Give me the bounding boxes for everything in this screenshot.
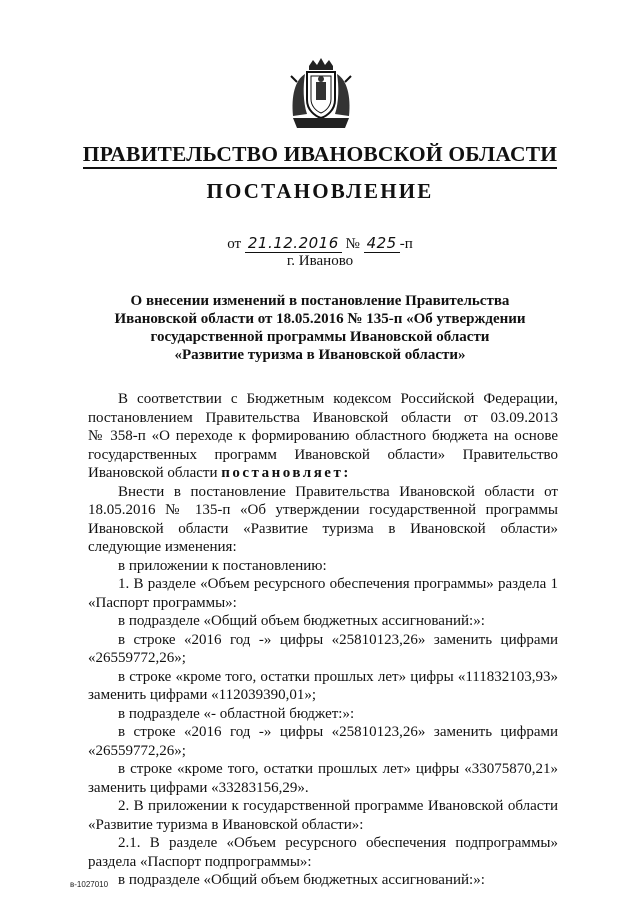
date-number-line [0, 234, 640, 253]
document-code: в-1027010 [70, 880, 109, 889]
resolution-subject [0, 292, 640, 364]
document-type-title: ПОСТАНОВЛЕНИЕ [206, 179, 434, 203]
body-line: в строке «кроме того, остатки прошлых лет» цифры «33075870,21» [118, 761, 558, 777]
body-line: государственных программ Ивановской области» Правительство [88, 446, 558, 463]
body-line: постановлением Правительства Ивановской области от 03.09.2013 [88, 409, 558, 426]
body-line: № 358-п «О переходе к формированию областного бюджета на основе [88, 428, 558, 444]
body-line: Ивановской области «Развитие туризма в Ивановской области» [88, 520, 558, 537]
handwritten-date: 21.12.2016 [245, 234, 342, 253]
body-line: в приложении к постановлению: [118, 557, 327, 574]
body-line [88, 464, 558, 483]
subject-line: государственной программы Ивановской области [150, 329, 490, 345]
coat-of-arms-emblem [285, 56, 357, 132]
body-line: в строке «2016 год -» цифры «25810123,26» заменить цифрами [118, 724, 558, 740]
body-line: раздела «Паспорт подпрограммы»: [88, 853, 312, 870]
body-line: 2. В приложении к государственной программе Ивановской области [118, 798, 558, 814]
subject-line: Ивановской области от 18.05.2016 № 135-п «Об утверждении [114, 311, 526, 327]
body-line: «26559772,26»; [88, 650, 186, 666]
subject-line: О внесении изменений в постановление Правительства [130, 293, 510, 309]
body-line: «Развитие туризма в Ивановской области»: [88, 816, 364, 833]
body-line: Внести в постановление Правительства Ивановской области от [118, 483, 558, 500]
handwritten-number: 425 [364, 234, 400, 253]
body-line: 18.05.2016 № 135-п «Об утверждении государственной программы [88, 502, 558, 518]
decree-keyword: постановляет: [221, 465, 351, 481]
body-line: в строке «2016 год -» цифры «25810123,26» заменить цифрами [118, 631, 558, 648]
body-line: в подразделе «Общий объем бюджетных ассигнований:»: [118, 872, 485, 888]
body-line: в подразделе «Общий объем бюджетных ассигнований:»: [118, 613, 485, 629]
city-line: г. Иваново [286, 253, 354, 269]
resolution-body [88, 390, 558, 890]
body-line: в строке «кроме того, остатки прошлых лет» цифры «111832103,93» [118, 668, 558, 685]
body-line: в подразделе «- областной бюджет:»: [118, 705, 355, 722]
body-line: «Паспорт программы»: [88, 594, 237, 611]
body-line: заменить цифрами «33283156,29». [88, 779, 309, 796]
number-suffix: -п [399, 236, 413, 252]
body-line: следующие изменения: [88, 539, 237, 555]
number-sign: № [345, 236, 360, 252]
government-title: ПРАВИТЕЛЬСТВО ИВАНОВСКОЙ ОБЛАСТИ [0, 142, 640, 167]
body-text-fragment: Ивановской области [88, 465, 218, 481]
body-line: заменить цифрами «112039390,01»; [88, 687, 316, 703]
body-line: 2.1. В разделе «Объем ресурсного обеспечения подпрограммы» [118, 835, 558, 851]
body-line: 1. В разделе «Объем ресурсного обеспечения программы» раздела 1 [118, 576, 558, 592]
body-line: В соответствии с Бюджетным кодексом Российской Федерации, [118, 391, 558, 407]
body-line: «26559772,26»; [88, 742, 186, 759]
date-prefix: от [227, 236, 242, 252]
subject-line: «Развитие туризма в Ивановской области» [174, 347, 466, 363]
